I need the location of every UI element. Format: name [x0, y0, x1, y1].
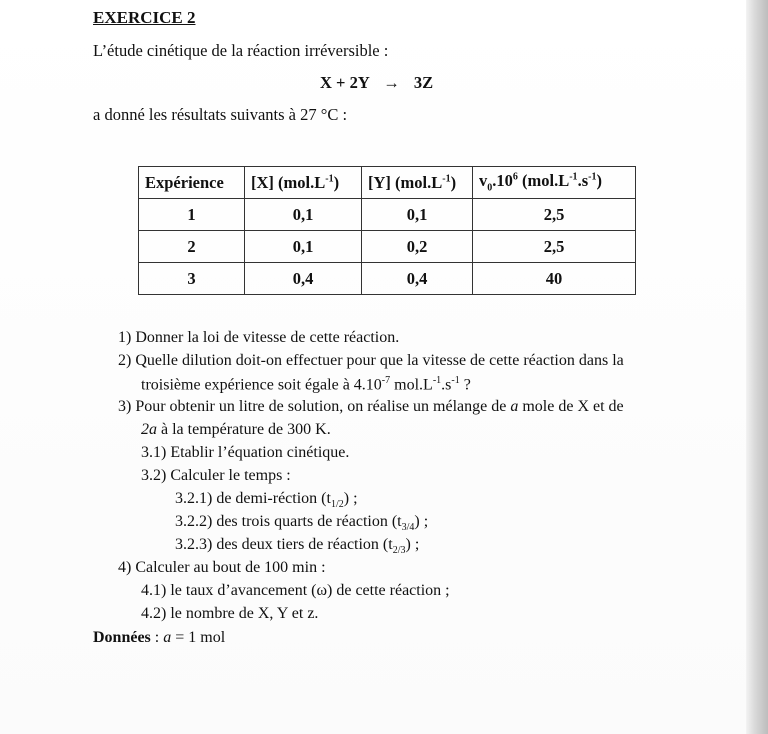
- question-3-line-1: 3) Pour obtenir un litre de solution, on réalise un mélange de a mole de X et de: [118, 398, 624, 415]
- table-cell: 2,5: [473, 231, 636, 263]
- header-experience: Expérience: [139, 167, 245, 199]
- question-3-2-2: 3.2.2) des trois quarts de réaction $(t_{3/4})$ ;: [175, 513, 429, 534]
- header-concentration-y: [Y] $(mol.L^{-1})$: [362, 167, 473, 199]
- page-edge-shadow: [746, 0, 768, 734]
- table-cell: 2: [139, 231, 245, 263]
- table-cell: 40: [473, 263, 636, 295]
- data-note: Données : a = 1 mol: [93, 629, 226, 646]
- equation-reactants: X + 2Y: [320, 73, 370, 92]
- table-cell: 0,1: [362, 199, 473, 231]
- kinetics-table: [138, 166, 636, 295]
- question-2-line-2: troisième expérience soit égale à $4.10^{-7}$ $mol.L^{-1}.s^{-1}$ ?: [141, 375, 471, 394]
- header-concentration-x: [X] $(mol.L^{-1})$: [245, 167, 362, 199]
- question-3-2-1: 3.2.1) de demi-réction $(t_{1/2})$ ;: [175, 490, 358, 511]
- header-initial-rate: $v_0.10^6$ $(mol.L^{-1}.s^{-1})$: [473, 167, 636, 199]
- question-1: 1) Donner la loi de vitesse de cette réaction.: [118, 329, 400, 346]
- equation-products: 3Z: [413, 73, 434, 92]
- arrow-icon: →: [383, 73, 400, 92]
- question-2-line-1: 2) Quelle dilution doit-on effectuer pour que la vitesse de cette réaction dans la: [118, 352, 624, 369]
- question-3-2-3: 3.2.3) des deux tiers de réaction $(t_{2/3})$ ;: [175, 536, 420, 557]
- question-3-line-2: 2a à la température de 300 K.: [141, 421, 331, 438]
- intro-text: L’étude cinétique de la réaction irréversible :: [93, 41, 389, 60]
- table-row: [139, 199, 636, 231]
- table-cell: 3: [139, 263, 245, 295]
- question-3-1: 3.1) Etablir l’équation cinétique.: [141, 444, 350, 461]
- exercise-title: EXERCICE 2: [93, 8, 196, 27]
- table-cell: 0,1: [245, 199, 362, 231]
- question-3-2: 3.2) Calculer le temps :: [141, 467, 291, 484]
- table-cell: 0,2: [362, 231, 473, 263]
- question-4-2: 4.2) le nombre de X, Y et z.: [141, 605, 319, 622]
- table-row: [139, 231, 636, 263]
- results-intro: a donné les résultats suivants à 27 °C :: [93, 105, 348, 124]
- question-4-1: 4.1) le taux d’avancement (ω) de cette réaction ;: [141, 582, 450, 599]
- table-cell: 0,1: [245, 231, 362, 263]
- table-cell: 1: [139, 199, 245, 231]
- table-cell: 2,5: [473, 199, 636, 231]
- question-4: 4) Calculer au bout de 100 min :: [118, 559, 326, 576]
- table-cell: 0,4: [245, 263, 362, 295]
- reaction-equation: [320, 73, 433, 93]
- table-header-row: [139, 167, 636, 199]
- table-cell: 0,4: [362, 263, 473, 295]
- table-row: [139, 263, 636, 295]
